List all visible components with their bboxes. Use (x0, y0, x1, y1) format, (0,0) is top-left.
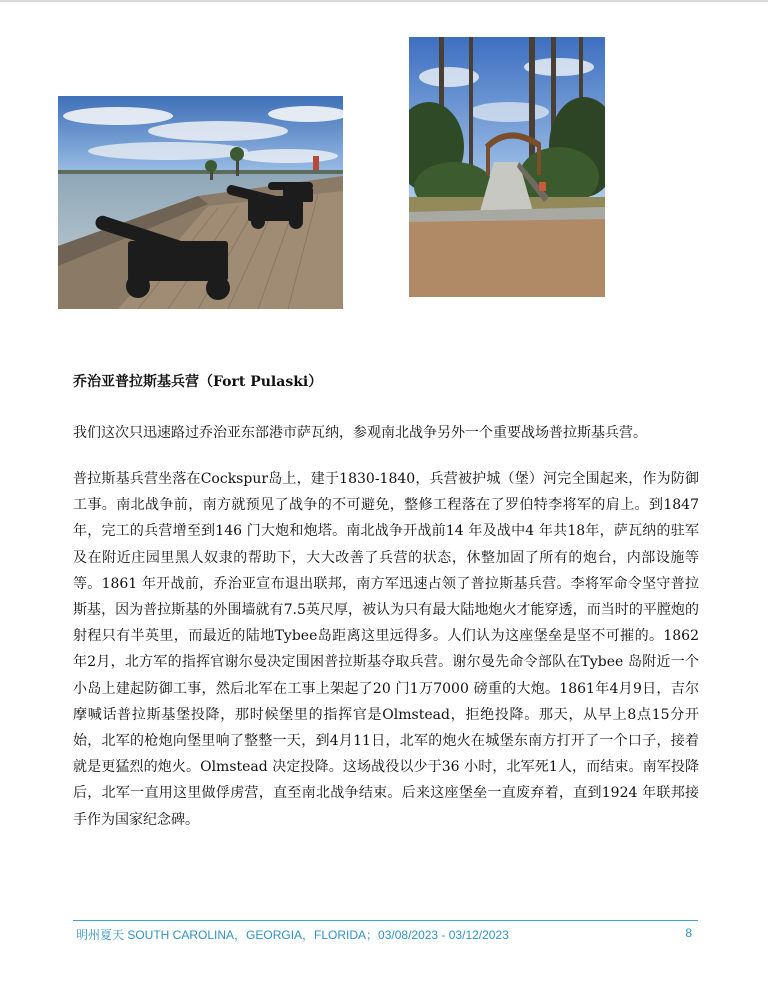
page-footer (76, 926, 698, 944)
section-heading: 乔治亚普拉斯基兵营（Fort Pulaski） (73, 374, 323, 390)
footer-divider (73, 920, 698, 921)
cannon-rampart-photo (58, 96, 343, 309)
body-paragraph: 普拉斯基兵营坐落在Cockspur岛上，建于1830-1840，兵营被护城（堡）河完全围起来，作为防御工事。南北战争前，南方就预见了战争的不可避免，整修工程落在了罗伯特李将军的肩上。到1847 年，完工的兵营增至到146 门大炮和炮塔。南北战争开战前14 年及战中4 年共18年，萨瓦纳的驻军及在附近庄园里黑人奴隶的帮助下，大大改善了兵营的状态，休整加固了所有的炮台，内部设施等等。1861 年开战前，乔治亚宣布退出联邦，南方军迅速占领了普拉斯基兵营。李将军命令坚守普拉斯基，因为普拉斯基的外围墙就有7.5英尺厚，被认为只有最大陆地炮火才能穿透，而当时的平膛炮的射程只有半英里，而最近的陆地Tybee岛距离这里远得多。人们认为这座堡垒是坚不可摧的。1862 年2月，北方军的指挥官谢尔曼决定围困普拉斯基夺取兵营。谢尔曼先命令部队在Tybee 岛附近一个小岛上建起防御工事，然后北军在工事上架起了20 门1万7000 磅重的大炮。1861年4月9日，吉尔摩喊话普拉斯基堡投降，那时候堡里的指挥官是Olmstead，拒绝投降。那天，从早上8点15分开始，北军的枪炮向堡里响了整整一天，到4月11日，北军的炮火在城堡东南方打开了一个口子，接着就是更猛烈的炮火。Olmstead 决定投降。这场战役以少于36 小时，北军死1人，而结束。南军投降后，北军一直用这里做俘虏营，直至南北战争结束。后来这座堡垒一直废弃着，直到1924 年联邦接手作为国家纪念碑。 (73, 471, 699, 828)
top-border (0, 0, 768, 2)
trail-arch-photo (409, 37, 605, 297)
intro-paragraph: 我们这次只迅速路过乔治亚东部港市萨瓦纳，参观南北战争另外一个重要战场普拉斯基兵营。 (73, 425, 647, 441)
footer-text: 明州夏天 SOUTH CAROLINA，GEORGIA，FLORIDA；03/08/2023 - 03/12/2023 (76, 928, 509, 942)
page-number: 8 (685, 926, 692, 940)
